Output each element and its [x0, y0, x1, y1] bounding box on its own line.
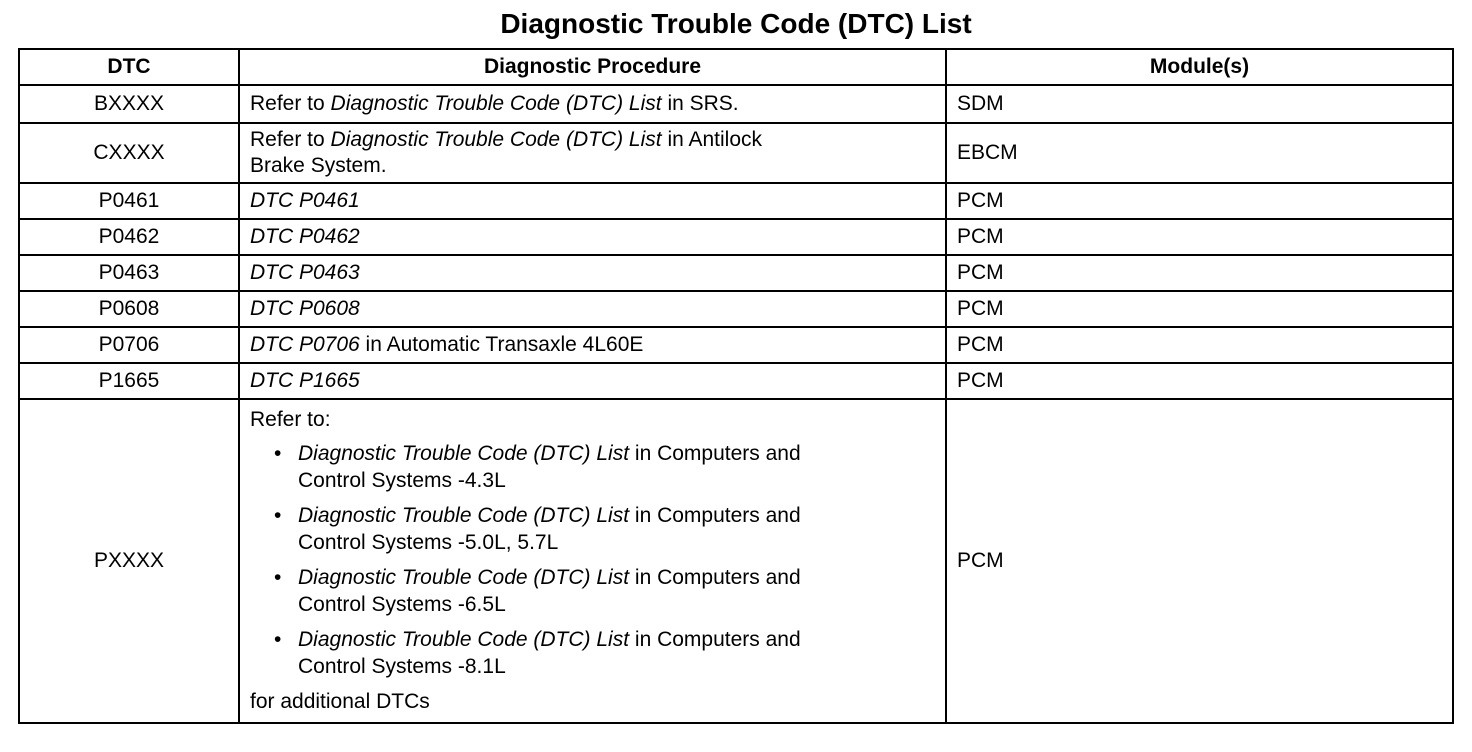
procedure-cell — [239, 363, 946, 399]
dtc-code: P1665 — [19, 363, 239, 399]
procedure-reference: Diagnostic Trouble Code (DTC) List — [298, 628, 630, 651]
procedure-text: Control Systems -4.3L — [298, 469, 506, 492]
procedure-reference: Diagnostic Trouble Code (DTC) List — [298, 566, 630, 589]
table-row — [19, 123, 1453, 183]
dtc-code: P0463 — [19, 255, 239, 291]
procedure-cell — [239, 291, 946, 327]
procedure-cell — [239, 219, 946, 255]
module-cell: PCM — [946, 399, 1453, 723]
bullet-icon: • — [274, 442, 282, 465]
module-cell: PCM — [946, 363, 1453, 399]
procedure-reference: DTC P0461 — [250, 189, 360, 212]
table-row — [19, 291, 1453, 327]
page-title: Diagnostic Trouble Code (DTC) List — [500, 8, 972, 39]
table-row — [19, 399, 1453, 723]
dtc-code: P0706 — [19, 327, 239, 363]
procedure-text: in Automatic Transaxle 4L60E — [359, 333, 644, 356]
list-item — [250, 626, 935, 680]
procedure-intro: Refer to: — [250, 408, 331, 431]
procedure-reference: DTC P0608 — [250, 297, 360, 320]
header-dtc: DTC — [19, 49, 239, 85]
list-item — [250, 564, 935, 618]
list-item — [250, 502, 935, 556]
procedure-reference: Diagnostic Trouble Code (DTC) List — [330, 92, 662, 115]
procedure-text: Control Systems -5.0L, 5.7L — [298, 531, 559, 554]
bullet-icon: • — [274, 628, 282, 651]
procedure-text: in Antilock — [661, 128, 762, 151]
procedure-reference: DTC P0462 — [250, 225, 360, 248]
procedure-reference: DTC P0463 — [250, 261, 360, 284]
table-row — [19, 219, 1453, 255]
dtc-code: PXXXX — [19, 399, 239, 723]
module-cell: PCM — [946, 291, 1453, 327]
table-row — [19, 183, 1453, 219]
procedure-cell — [239, 85, 946, 123]
procedure-reference: Diagnostic Trouble Code (DTC) List — [298, 442, 630, 465]
procedure-reference: Diagnostic Trouble Code (DTC) List — [298, 504, 630, 527]
procedure-cell — [239, 183, 946, 219]
procedure-reference: DTC P0706 — [250, 333, 360, 356]
module-cell: SDM — [946, 85, 1453, 123]
module-cell: EBCM — [946, 123, 1453, 183]
procedure-reference: Diagnostic Trouble Code (DTC) List — [330, 128, 662, 151]
table-row — [19, 255, 1453, 291]
procedure-bullet-list — [250, 440, 935, 680]
procedure-reference: DTC P1665 — [250, 369, 360, 392]
procedure-cell — [239, 327, 946, 363]
procedure-text: in Computers and — [629, 628, 801, 651]
header-procedure: Diagnostic Procedure — [239, 49, 946, 85]
procedure-text: Control Systems -6.5L — [298, 593, 506, 616]
module-cell: PCM — [946, 327, 1453, 363]
table-row — [19, 327, 1453, 363]
dtc-table — [18, 48, 1454, 724]
procedure-text: in SRS. — [661, 92, 739, 115]
procedure-text: Refer to — [250, 92, 331, 115]
procedure-cell — [239, 399, 946, 723]
procedure-cell — [239, 255, 946, 291]
dtc-code: P0608 — [19, 291, 239, 327]
procedure-text: Refer to — [250, 128, 331, 151]
module-cell: PCM — [946, 219, 1453, 255]
dtc-code: P0462 — [19, 219, 239, 255]
procedure-text: Control Systems -8.1L — [298, 655, 506, 678]
procedure-text: Brake System. — [250, 154, 387, 177]
procedure-outro: for additional DTCs — [250, 690, 430, 713]
procedure-text: in Computers and — [629, 566, 801, 589]
table-header-row — [19, 49, 1453, 85]
dtc-code: CXXXX — [19, 123, 239, 183]
bullet-icon: • — [274, 566, 282, 589]
dtc-code: BXXXX — [19, 85, 239, 123]
header-modules: Module(s) — [946, 49, 1453, 85]
module-cell: PCM — [946, 183, 1453, 219]
procedure-text: in Computers and — [629, 442, 801, 465]
list-item — [250, 440, 935, 494]
bullet-icon: • — [274, 504, 282, 527]
table-row — [19, 85, 1453, 123]
procedure-text: in Computers and — [629, 504, 801, 527]
module-cell: PCM — [946, 255, 1453, 291]
table-row — [19, 363, 1453, 399]
procedure-cell — [239, 123, 946, 183]
dtc-code: P0461 — [19, 183, 239, 219]
